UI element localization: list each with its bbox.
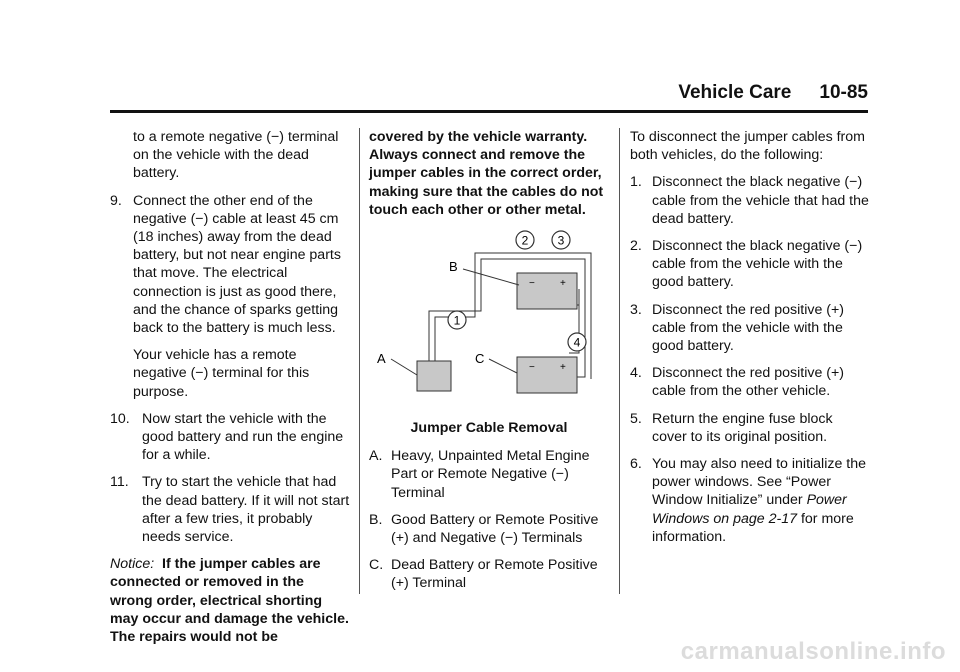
step-number: 4 <box>573 335 581 350</box>
item-text: Now start the vehicle with the good battery and run the engine for a while. <box>142 410 344 464</box>
notice-text: If the jumper cables are connected or removed in the wrong order, electrical shorting may occur and damage the vehicle. The repairs would not be <box>110 556 349 646</box>
continued-text: to a remote negative (−) terminal on the vehicle with the dead battery. <box>133 129 339 182</box>
legend-item-b <box>369 511 609 547</box>
minus-sign: − <box>529 278 535 290</box>
legend-key: A. <box>369 448 383 465</box>
item-text: Connect the other end of the negative (−) cable at least 45 cm (18 inches) away from the dead battery, but not near engine parts that move. The electrical connection is just as good there, and the chance of sparks getting back to the battery is much less. <box>133 192 341 337</box>
page-header <box>678 82 868 104</box>
legend-item-a <box>369 447 609 502</box>
good-battery <box>517 273 577 309</box>
column-2 <box>369 128 609 602</box>
step-6 <box>630 455 870 546</box>
step-number: 1 <box>453 313 461 328</box>
cross-reference-link[interactable]: Power Windows on page 2-17 <box>652 492 847 527</box>
step-number: 3. <box>630 301 642 318</box>
step-number: 1. <box>630 174 642 191</box>
plus-sign: + <box>560 362 566 374</box>
legend-text: Dead Battery or Remote Positive (+) Terminal <box>391 557 598 592</box>
dead-battery <box>517 357 577 393</box>
list-item-9 <box>110 192 350 338</box>
notice-paragraph <box>110 555 350 646</box>
legend-item-c <box>369 556 609 592</box>
section-title: Vehicle Care <box>678 82 792 103</box>
step-4 <box>630 364 870 400</box>
jumper-cable-diagram <box>369 229 609 411</box>
step-text: Disconnect the red positive (+) cable from the vehicle with the good battery. <box>652 301 845 355</box>
legend-text: Heavy, Unpainted Metal Engine Part or Remote Negative (−) Terminal <box>391 448 590 501</box>
step-1 <box>630 173 870 228</box>
leader-b <box>463 269 519 285</box>
notice-label: Notice: <box>110 556 155 573</box>
label-b: B <box>449 259 458 275</box>
step-text: Disconnect the red positive (+) cable from the other vehicle. <box>652 365 845 400</box>
leader-c <box>489 359 517 373</box>
leader-a <box>391 359 417 375</box>
list-item-11 <box>110 473 350 546</box>
step-number: 3 <box>557 233 565 248</box>
header-rule <box>110 110 868 113</box>
diagram-svg <box>369 229 609 411</box>
step-6-text-a: You may also need to initialize the power windows. See “Power Window Initialize” under <box>652 456 867 509</box>
step-number: 2. <box>630 238 642 255</box>
step-5 <box>630 410 870 446</box>
item-number: 9. <box>110 192 122 209</box>
page-number: 10-85 <box>819 82 868 103</box>
label-c: C <box>475 351 485 367</box>
step-text: Return the engine fuse block cover to its original position. <box>652 410 833 445</box>
figure-caption: Jumper Cable Removal <box>410 420 568 437</box>
item-9-note: Your vehicle has a remote negative (−) terminal for this purpose. <box>133 347 310 400</box>
step-number: 5. <box>630 410 642 427</box>
step-text <box>652 455 870 546</box>
step-3 <box>630 301 870 356</box>
step-text: Disconnect the black negative (−) cable from the vehicle with the good battery. <box>652 238 863 291</box>
legend-key: C. <box>369 557 384 574</box>
step-6-text-b: for more information. <box>652 510 854 545</box>
minus-sign: − <box>529 362 535 374</box>
item-text: Try to start the vehicle that had the dead battery. If it will not start after a few tries, it probably needs service. <box>142 474 350 546</box>
label-a: A <box>377 351 386 367</box>
step-number: 6. <box>630 456 642 473</box>
intro-paragraph: To disconnect the jumper cables from both vehicles, do the following: <box>630 129 865 164</box>
step-text: Disconnect the black negative (−) cable from the vehicle that had the dead battery. <box>652 174 869 227</box>
column-1 <box>110 128 350 655</box>
item-number: 10. <box>110 410 130 427</box>
notice-continued: covered by the vehicle warranty. Always connect and remove the jumper cables in the correct order, making sure that the cables do not touch each other or other metal. <box>369 129 604 218</box>
step-number: 2 <box>521 233 529 248</box>
watermark: carmanualsonline.info <box>680 638 946 665</box>
column-3 <box>630 128 870 555</box>
legend-key: B. <box>369 511 383 528</box>
list-item-10 <box>110 410 350 465</box>
column-divider <box>619 128 620 594</box>
plus-sign: + <box>560 278 566 290</box>
item-number: 11. <box>110 474 129 491</box>
column-divider <box>359 128 360 594</box>
step-number: 4. <box>630 365 642 382</box>
engine-ground <box>417 361 451 391</box>
step-2 <box>630 237 870 292</box>
legend-text: Good Battery or Remote Positive (+) and Negative (−) Terminals <box>391 511 599 547</box>
